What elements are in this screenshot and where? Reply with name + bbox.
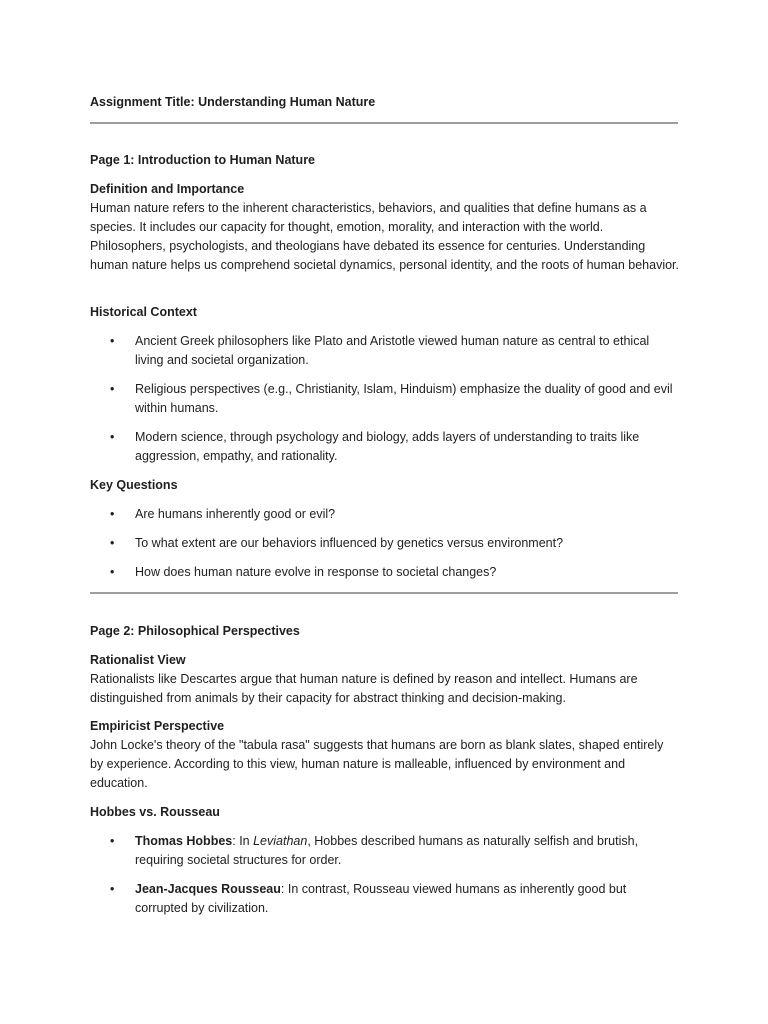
hobbes-name: Thomas Hobbes xyxy=(135,834,233,848)
questions-section xyxy=(90,476,680,582)
hobbes-prefix: : In xyxy=(232,834,254,848)
list-item xyxy=(90,880,680,918)
historical-section xyxy=(90,303,680,466)
list-item xyxy=(90,534,680,553)
questions-heading: Key Questions xyxy=(90,478,178,492)
bullet-icon: • xyxy=(110,507,115,521)
hobbes-rousseau-heading: Hobbes vs. Rousseau xyxy=(90,805,220,819)
bullet-icon: • xyxy=(110,334,115,348)
definition-heading: Definition and Importance xyxy=(90,182,245,196)
list-item xyxy=(90,428,680,466)
rationalist-section xyxy=(90,651,680,708)
bullet-icon: • xyxy=(110,882,115,896)
list-item xyxy=(90,832,680,870)
list-item-text xyxy=(135,882,626,915)
page2-heading-block xyxy=(90,622,680,641)
hobbes-rousseau-list xyxy=(90,832,680,918)
definition-section xyxy=(90,180,680,275)
page-divider xyxy=(90,592,678,594)
list-item xyxy=(90,380,680,418)
hobbes-work: Leviathan xyxy=(253,834,308,848)
page2-heading: Page 2: Philosophical Perspectives xyxy=(90,624,300,638)
list-item xyxy=(90,332,680,370)
list-item xyxy=(90,505,680,524)
empiricist-text: John Locke's theory of the "tabula rasa" suggests that humans are born as blank slates, shaped entirely by experience. According to this view, human nature is malleable, influenced by environment and education. xyxy=(90,738,664,790)
bullet-icon: • xyxy=(110,565,115,579)
bullet-icon: • xyxy=(110,834,115,848)
list-item-text: How does human nature evolve in response to societal changes? xyxy=(135,565,497,579)
page1-heading: Page 1: Introduction to Human Nature xyxy=(90,153,316,167)
questions-list xyxy=(90,505,680,582)
definition-text: Human nature refers to the inherent characteristics, behaviors, and qualities that define humans as a species. It includes our capacity for thought, emotion, morality, and interaction with the world. Philosophers, psychologists, and theologians have debated its essence for centuries. Understanding human nature helps us comprehend societal dynamics, personal identity, and the roots of human behavior. xyxy=(90,201,680,272)
list-item-text: Ancient Greek philosophers like Plato and Aristotle viewed human nature as central to ethical living and societal organization. xyxy=(135,334,650,367)
empiricist-section xyxy=(90,717,680,793)
list-item-text: Are humans inherently good or evil? xyxy=(135,507,336,521)
list-item xyxy=(90,563,680,582)
bullet-icon: • xyxy=(110,430,115,444)
list-item-text: Modern science, through psychology and biology, adds layers of understanding to traits like aggression, empathy, and rationality. xyxy=(135,430,640,463)
page1-heading-block xyxy=(90,151,680,170)
historical-heading: Historical Context xyxy=(90,305,197,319)
rationalist-text: Rationalists like Descartes argue that human nature is defined by reason and intellect. Humans are distinguished from animals by their capacity for abstract thinking and decision-making. xyxy=(90,672,638,705)
list-item-text: To what extent are our behaviors influenced by genetics versus environment? xyxy=(135,536,564,550)
title-divider xyxy=(90,122,678,124)
empiricist-heading: Empiricist Perspective xyxy=(90,719,225,733)
hobbes-rousseau-section xyxy=(90,803,680,918)
bullet-icon: • xyxy=(110,536,115,550)
historical-list xyxy=(90,332,680,466)
rousseau-text: : In contrast, Rousseau viewed humans as inherently good but corrupted by civilization. xyxy=(135,882,627,915)
rationalist-heading: Rationalist View xyxy=(90,653,186,667)
list-item-text xyxy=(135,834,638,867)
assignment-title: Assignment Title: Understanding Human Nature xyxy=(90,95,376,109)
list-item-text: Religious perspectives (e.g., Christianity, Islam, Hinduism) emphasize the duality of good and evil within humans. xyxy=(135,382,673,415)
hobbes-text: , Hobbes described humans as naturally selfish and brutish, requiring societal structures for order. xyxy=(135,834,639,867)
rousseau-name: Jean-Jacques Rousseau xyxy=(135,882,281,896)
bullet-icon: • xyxy=(110,382,115,396)
